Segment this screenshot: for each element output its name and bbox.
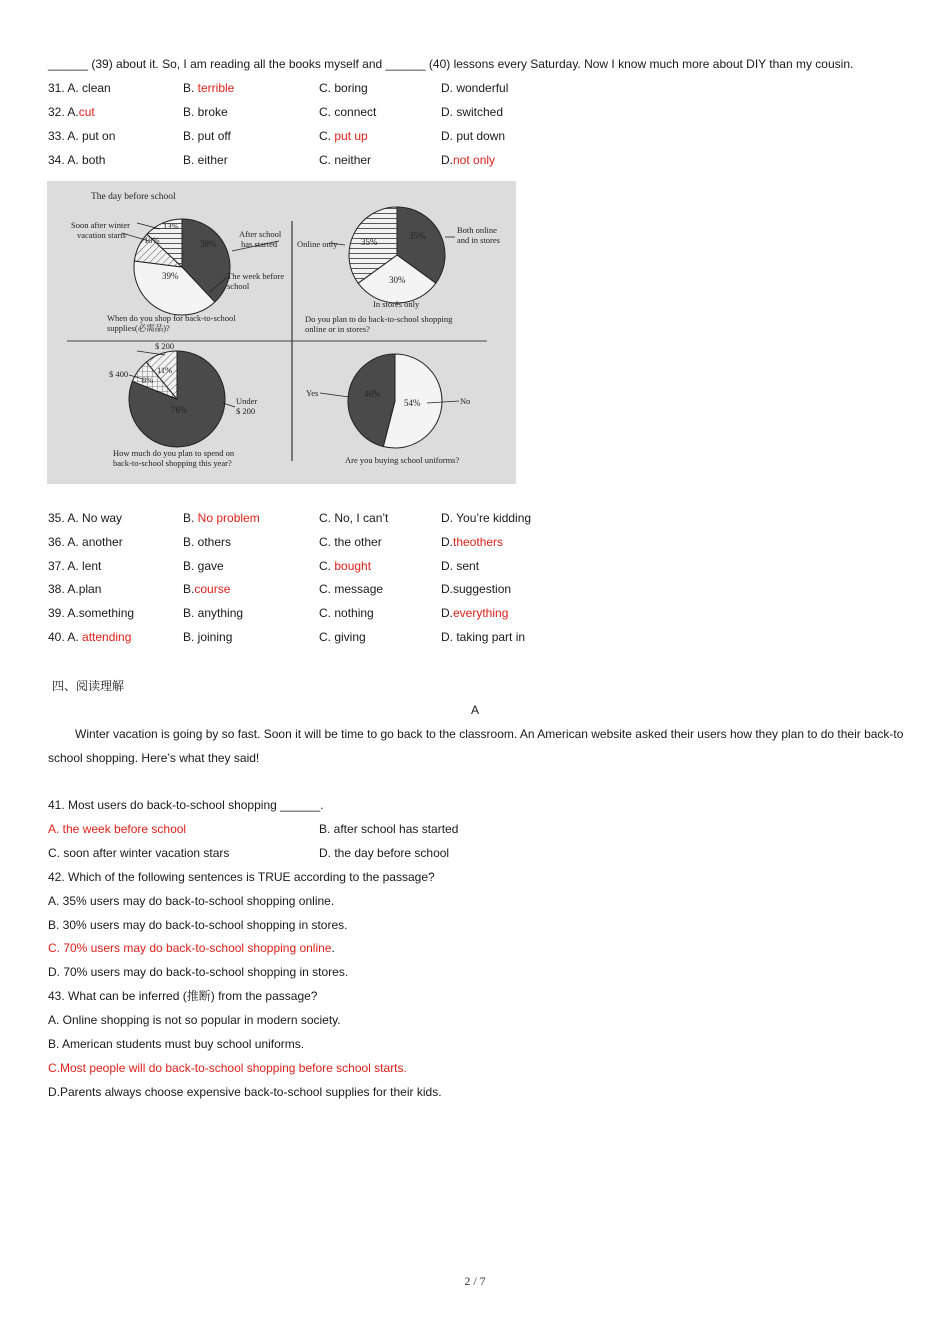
option-a[interactable] (48, 128, 115, 144)
option-prefix: C. (319, 511, 335, 525)
q42-stem: 42. Which of the following sentences is TRUE according to the passage? (48, 870, 435, 884)
option-c[interactable] (319, 152, 371, 168)
c4-pct-54: 54% (404, 398, 421, 408)
option-text: No, I can’t (334, 511, 389, 525)
option-prefix: C. (319, 630, 335, 644)
option-a[interactable] (48, 581, 101, 597)
option-prefix: 33. A. (48, 129, 83, 143)
option-d[interactable] (441, 104, 503, 120)
option-a[interactable] (48, 605, 134, 621)
c3-label-under: Under (236, 396, 258, 406)
c3-label-under-2: $ 200 (236, 406, 256, 416)
option-prefix: 34. A. (48, 153, 83, 167)
passage-line-2: school shopping. Here’s what they said! (48, 751, 260, 765)
c1-pct-10: 10% (144, 235, 160, 245)
option-prefix: 40. A. (48, 630, 83, 644)
c4-pct-46: 46% (364, 389, 381, 399)
q42-option-b[interactable]: B. 30% users may do back-to-school shopping in stores. (48, 918, 348, 932)
pie-charts-svg (47, 181, 516, 484)
option-text: put up (334, 129, 368, 143)
section-title: 四、阅读理解 (52, 679, 125, 693)
option-prefix: 31. A. (48, 81, 83, 95)
c2-question: Do you plan to do back-to-school shopping (305, 314, 453, 324)
option-prefix: D. (441, 129, 457, 143)
option-prefix: C. (319, 105, 335, 119)
c3-question-2: back-to-school shopping this year? (113, 458, 232, 468)
c2-pct-35b: 35% (409, 231, 426, 241)
c3-question: How much do you plan to spend on (113, 448, 235, 458)
question-row (48, 581, 908, 597)
option-text: giving (334, 630, 366, 644)
option-text: another (82, 534, 123, 549)
option-prefix: D. (441, 558, 457, 573)
c1-question-2: supplies(必需品)? (107, 323, 170, 333)
c2-label-both-2: and in stores (457, 235, 500, 245)
c1-label-after-school-2: has started (241, 239, 278, 249)
option-text: connect (334, 105, 377, 119)
option-prefix: D. (441, 81, 457, 95)
option-prefix: B. (183, 534, 198, 549)
option-prefix: D. (441, 511, 457, 525)
option-prefix: B. (183, 105, 198, 119)
c2-label-online: Online only (297, 239, 338, 249)
option-c[interactable] (319, 80, 368, 96)
survey-figure (47, 181, 516, 484)
q41-option-a[interactable]: A. the week before school (48, 822, 187, 836)
q43-option-a[interactable]: A. Online shopping is not so popular in modern society. (48, 1013, 341, 1027)
passage-letter: A (470, 703, 479, 717)
option-a[interactable] (48, 104, 95, 120)
q41-stem: 41. Most users do back-to-school shopping ______. (48, 798, 324, 812)
c1-label-week-before-2: school (227, 281, 250, 291)
page-number: 2 / 7 (464, 1274, 486, 1288)
option-c[interactable] (319, 558, 371, 574)
option-a[interactable] (48, 510, 122, 526)
question-row (48, 558, 908, 574)
option-a[interactable] (48, 558, 101, 574)
option-prefix: B. (183, 606, 198, 621)
option-prefix: B. (183, 582, 195, 597)
q43-stem: 43. What can be inferred (推断) from the passage? (48, 989, 318, 1003)
option-text: not only (453, 153, 496, 167)
c1-label-day-before: The day before school (91, 192, 176, 202)
q41-option-b[interactable]: B. after school has started (319, 822, 459, 836)
q42-option-c[interactable] (48, 940, 335, 956)
option-text: clean (82, 81, 111, 95)
option-text: cut (78, 105, 95, 119)
option-b[interactable] (183, 80, 234, 96)
option-text: the other (334, 534, 382, 549)
option-prefix: B. (183, 630, 198, 644)
option-prefix: B. (183, 129, 198, 143)
question-row (48, 128, 908, 144)
q43-option-c[interactable]: C.Most people will do back-to-school shopping before school starts. (48, 1061, 407, 1075)
c1-pct-13: 13% (163, 221, 179, 231)
option-text: wonderful (456, 81, 509, 95)
option-prefix: 38. A. (48, 582, 79, 597)
c1-label-soon-after: Soon after winter (71, 220, 131, 230)
option-a[interactable] (48, 152, 105, 168)
option-text: nothing (334, 606, 374, 621)
option-prefix: B. (183, 81, 198, 95)
option-text: others (197, 534, 232, 549)
option-prefix: D. (441, 630, 457, 644)
c1-pct-39: 39% (162, 271, 179, 281)
option-d[interactable] (441, 80, 508, 96)
option-text: anything (197, 606, 244, 621)
option-prefix: D. (441, 105, 457, 119)
c4-question: Are you buying school uniforms? (345, 455, 460, 465)
question-row (48, 605, 908, 621)
c2-question-2: online or in stores? (305, 324, 370, 334)
option-text: terrible (197, 81, 235, 95)
option-b[interactable] (183, 558, 224, 574)
option-text: both (82, 153, 106, 167)
option-b[interactable] (183, 510, 260, 526)
question-row (48, 534, 908, 550)
option-prefix: B. (183, 153, 198, 167)
question-row (48, 510, 908, 526)
c3-pct-11: 11% (157, 365, 173, 375)
option-text: broke (197, 105, 228, 119)
c1-pct-38: 38% (200, 239, 217, 249)
option-b[interactable] (183, 128, 231, 144)
option-b[interactable] (183, 605, 243, 621)
c3-pct-8: 8% (142, 375, 154, 385)
option-prefix: 36. A. (48, 534, 83, 549)
c3-label-400: $ 400 (109, 369, 129, 379)
option-text: message (334, 582, 384, 597)
option-text: put down (456, 129, 506, 143)
option-prefix: C. (319, 534, 335, 549)
option-prefix: D. (441, 606, 453, 621)
c4-label-yes: Yes (306, 388, 319, 398)
option-b[interactable] (183, 152, 228, 168)
option-prefix: 37. A. (48, 558, 83, 573)
c1-question: When do you shop for back-to-school (107, 313, 236, 323)
option-c[interactable] (319, 581, 383, 597)
option-text: No problem (197, 511, 260, 525)
option-a[interactable] (48, 629, 131, 645)
option-c[interactable] (319, 534, 382, 550)
option-b[interactable] (183, 104, 228, 120)
option-c[interactable] (319, 104, 376, 120)
passage-fragment-line: ______ (39) about it. So, I am reading all the books myself and ______ (40) lessons every Saturday. Now I know much more about DIY than my cousin. (48, 57, 854, 71)
option-d[interactable] (441, 510, 531, 526)
c2-pct-35a: 35% (361, 237, 378, 247)
q42-option-a[interactable]: A. 35% users may do back-to-school shopping online. (48, 894, 335, 908)
leader-line (320, 393, 349, 397)
option-prefix: D. (441, 582, 453, 597)
option-d[interactable] (441, 558, 479, 574)
option-prefix: C. (319, 558, 335, 573)
option-text: neither (334, 153, 372, 167)
option-prefix: 35. A. (48, 511, 83, 525)
option-text: joining (197, 630, 233, 644)
option-d[interactable] (441, 629, 525, 645)
option-text: plan (78, 582, 102, 597)
option-text: sent (456, 558, 480, 573)
q41-option-d[interactable]: D. the day before school (319, 846, 450, 860)
option-prefix: C. (319, 81, 335, 95)
option-prefix: 32. A. (48, 105, 79, 119)
option-c[interactable] (319, 128, 368, 144)
question-row (48, 80, 908, 96)
option-c[interactable] (319, 510, 388, 526)
q41-option-c[interactable]: C. soon after winter vacation stars (48, 846, 230, 860)
option-prefix: D. (441, 534, 453, 549)
option-text: something (78, 606, 135, 621)
c3-pct-76: 76% (171, 405, 188, 415)
option-text: put on (82, 129, 116, 143)
c4-label-no: No (460, 396, 471, 406)
c1-label-week-before: The week before (227, 271, 285, 281)
option-text: boring (334, 81, 368, 95)
c1-label-after-school: After school (239, 229, 282, 239)
option-d[interactable] (441, 534, 503, 550)
option-text: suggestion (453, 582, 512, 597)
option-prefix: 39. A. (48, 606, 79, 621)
option-text: You’re kidding (456, 511, 532, 525)
option-text: No way (82, 511, 123, 525)
c2-pct-30: 30% (389, 275, 406, 285)
option-prefix: B. (183, 511, 198, 525)
option-prefix: C. (319, 606, 335, 621)
option-prefix: B. (183, 558, 198, 573)
option-d[interactable] (441, 128, 505, 144)
option-text: lent (82, 558, 102, 573)
option-d[interactable] (441, 152, 495, 168)
option-text: either (197, 153, 228, 167)
option-prefix: C. (319, 129, 335, 143)
leader-line (137, 351, 165, 355)
q43-option-b[interactable]: B. American students must buy school uniforms. (48, 1037, 305, 1051)
c2-label-stores: In stores only (373, 299, 420, 309)
option-prefix: D. (441, 153, 453, 167)
option-prefix: C. (319, 153, 335, 167)
option-text: put off (197, 129, 231, 143)
question-row (48, 152, 908, 168)
option-c[interactable] (319, 605, 374, 621)
passage-line-1: Winter vacation is going by so fast. Soon it will be time to go back to the classroom. An American website asked their users how they plan to do their back-to (75, 727, 904, 741)
option-text: attending (82, 630, 132, 644)
option-text: bought (334, 558, 372, 573)
option-a[interactable] (48, 80, 111, 96)
q42-option-c-period: . (331, 941, 335, 955)
c3-label-200: $ 200 (155, 341, 175, 351)
option-text: theothers (453, 534, 504, 549)
q42-option-c-text: C. 70% users may do back-to-school shopping online (48, 941, 332, 955)
option-text: switched (456, 105, 504, 119)
option-prefix: C. (319, 582, 335, 597)
option-a[interactable] (48, 534, 123, 550)
option-c[interactable] (319, 629, 366, 645)
option-text: taking part in (456, 630, 526, 644)
option-b[interactable] (183, 581, 230, 597)
option-text: course (194, 582, 231, 597)
option-text: gave (197, 558, 224, 573)
option-b[interactable] (183, 534, 231, 550)
c1-label-soon-after-2: vacation starts (77, 230, 126, 240)
option-d[interactable] (441, 581, 511, 597)
option-d[interactable] (441, 605, 508, 621)
q43-option-d[interactable]: D.Parents always choose expensive back-to-school supplies for their kids. (48, 1085, 442, 1099)
c2-label-both: Both online (457, 225, 497, 235)
q42-option-d[interactable]: D. 70% users may do back-to-school shopping in stores. (48, 965, 349, 979)
option-text: everything (453, 606, 509, 621)
option-b[interactable] (183, 629, 232, 645)
question-row (48, 104, 908, 120)
question-row (48, 629, 908, 645)
